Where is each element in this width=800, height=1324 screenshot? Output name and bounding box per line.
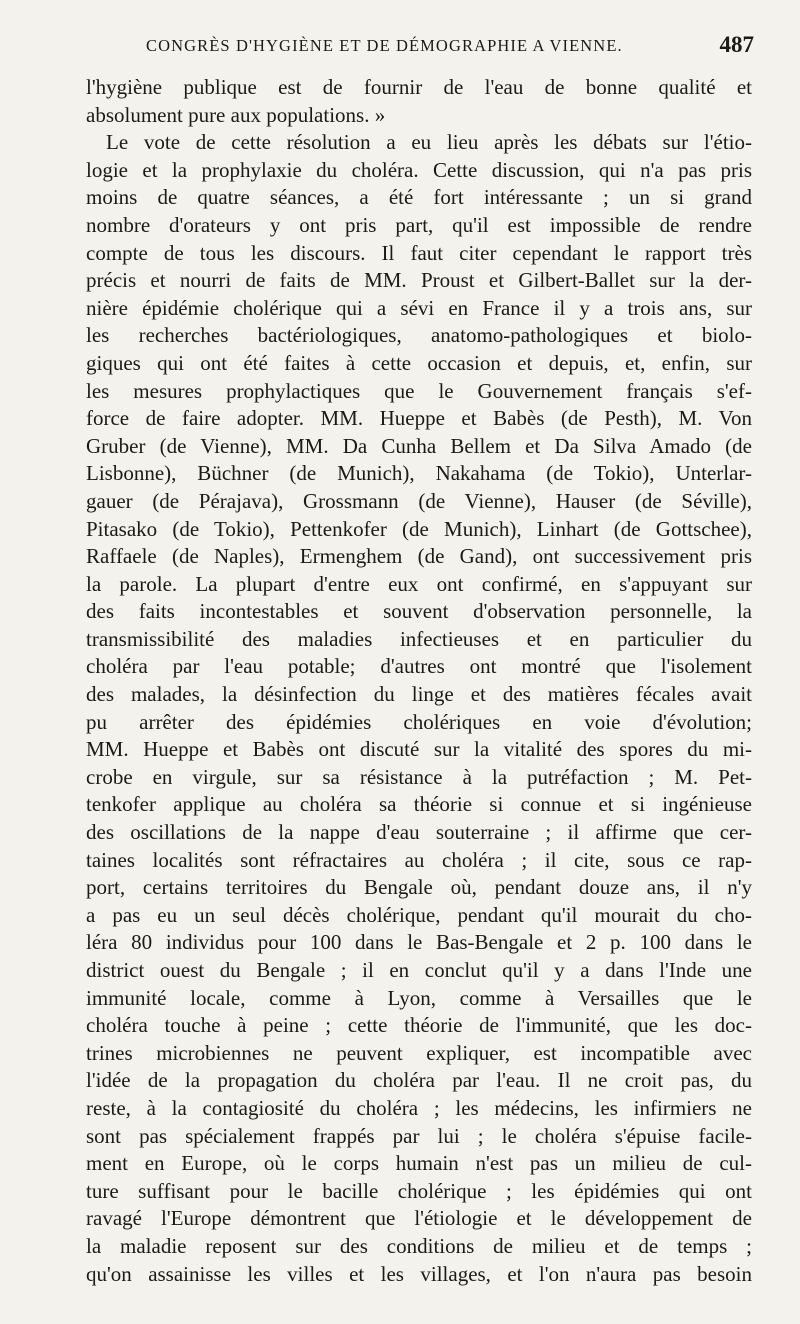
text-line: ravagé l'Europe démontrent que l'étiologie et le développement de [86, 1206, 752, 1231]
text-line: district ouest du Bengale ; il en conclut qu'il y a dans l'Inde une [86, 958, 752, 982]
text-line: Le vote de cette résolution a eu lieu après les débats sur l'étio- [106, 130, 752, 155]
text-line: logie et la prophylaxie du choléra. Cette discussion, qui n'a pas pris [86, 157, 752, 182]
text-line: Lisbonne), Büchner (de Munich), Nakahama (de Tokio), Unterlar- [86, 461, 752, 486]
text-line: force de faire adopter. MM. Hueppe et Babès (de Pesth), M. Von [86, 406, 752, 431]
text-line: reste, à la contagiosité du choléra ; les médecins, les infirmiers ne [86, 1095, 752, 1120]
text-line: tenkofer applique au choléra sa théorie si connue et si ingénieuse [86, 792, 752, 817]
text-line: Raffaele (de Naples), Ermenghem (de Gand), ont successivement pris [86, 544, 752, 569]
text-line: des faits incontestables et souvent d'observation personnelle, la [86, 599, 752, 624]
text-line: transmissibilité des maladies infectieuses et en particulier du [86, 626, 752, 651]
text-line: taines localités sont réfractaires au choléra ; il cite, sous ce rap- [86, 847, 752, 872]
text-line: l'idée de la propagation du choléra par l'eau. Il ne croit pas, du [86, 1068, 752, 1093]
text-line: Pitasako (de Tokio), Pettenkofer (de Munich), Linhart (de Gottschee), [86, 516, 752, 541]
text-line: l'hygiène publique est de fournir de l'eau de bonne qualité et [86, 75, 752, 99]
text-line: trines microbiennes ne peuvent expliquer, est incompatible avec [86, 1040, 752, 1065]
text-line: les mesures prophylactiques que le Gouvernement français s'ef- [86, 378, 752, 403]
text-line: choléra touche à peine ; cette théorie de l'immunité, que les doc- [86, 1013, 752, 1038]
text-line: ment en Europe, où le corps humain n'est pas un milieu de cul- [86, 1151, 752, 1176]
text-line: sont pas spécialement frappés par lui ; le choléra s'épuise facile- [86, 1123, 752, 1148]
text-line: gauer (de Pérajava), Grossmann (de Vienne), Hauser (de Séville), [86, 488, 752, 513]
text-line: immunité locale, comme à Lyon, comme à Versailles que le [86, 985, 752, 1010]
running-header [86, 34, 754, 64]
text-line: Gruber (de Vienne), MM. Da Cunha Bellem et Da Silva Amado (de [86, 433, 752, 458]
text-line: ture suffisant pour le bacille cholérique ; les épidémies qui ont [86, 1178, 752, 1203]
text-line: léra 80 individus pour 100 dans le Bas-Bengale et 2 p. 100 dans le [86, 930, 752, 955]
text-line: nombre d'orateurs y ont pris part, qu'il est impossible de rendre [86, 212, 752, 237]
body-text [86, 74, 752, 1288]
text-line: compte de tous les discours. Il faut citer cependant le rapport très [86, 240, 752, 265]
text-line: moins de quatre séances, a été fort intéressante ; un si grand [86, 185, 752, 210]
text-line: qu'on assainisse les villes et les villages, et l'on n'aura pas besoin [86, 1261, 752, 1286]
text-line: MM. Hueppe et Babès ont discuté sur la vitalité des spores du mi- [86, 737, 752, 762]
text-line: crobe en virgule, sur sa résistance à la putréfaction ; M. Pet- [86, 764, 752, 789]
text-line: la maladie reposent sur des conditions de milieu et de temps ; [86, 1233, 752, 1258]
text-line: giques qui ont été faites à cette occasion et depuis, et, enfin, sur [86, 350, 752, 375]
text-line: précis et nourri de faits de MM. Proust et Gilbert-Ballet sur la der- [86, 268, 752, 293]
text-line: pu arrêter des épidémies cholériques en voie d'évolution; [86, 709, 752, 734]
text-line: port, certains territoires du Bengale où, pendant douze ans, il n'y [86, 875, 752, 900]
text-line: absolument pure aux populations. » [86, 102, 386, 127]
text-line: des malades, la désinfection du linge et des matières fécales avait [86, 682, 752, 707]
text-line: choléra par l'eau potable; d'autres ont montré que l'isolement [86, 654, 752, 679]
text-line: les recherches bactériologiques, anatomo-pathologiques et biolo- [86, 323, 752, 348]
text-line: des oscillations de la nappe d'eau souterraine ; il affirme que cer- [86, 820, 752, 845]
text-line: a pas eu un seul décès cholérique, pendant qu'il mourait du cho- [86, 902, 752, 927]
running-title: CONGRÈS D'HYGIÈNE ET DE DÉMOGRAPHIE A VIENNE. [146, 36, 623, 55]
page-number: 487 [719, 32, 754, 57]
text-line: la parole. La plupart d'entre eux ont confirmé, en s'appuyant sur [86, 571, 752, 596]
text-line: nière épidémie cholérique qui a sévi en France il y a trois ans, sur [86, 295, 752, 320]
